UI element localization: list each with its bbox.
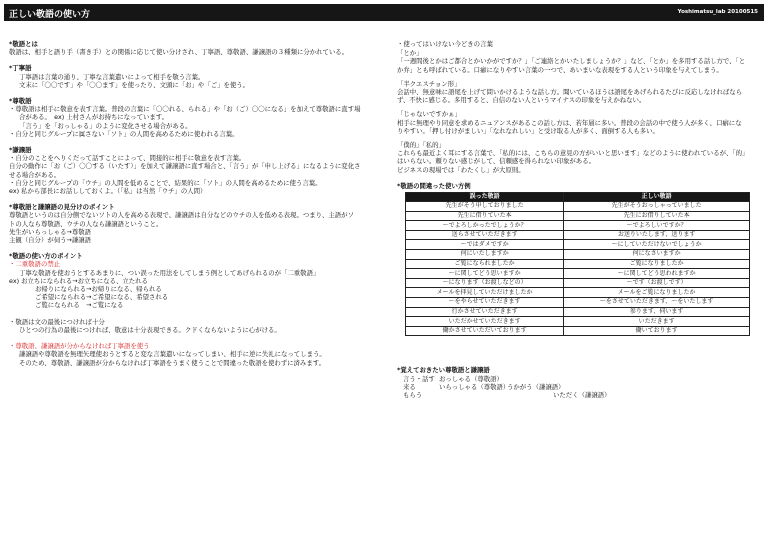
vocab-form: いらっしゃる（尊敬語） bbox=[439, 382, 510, 391]
section-heading: *敬語の間違った使い方例 bbox=[397, 181, 471, 190]
incorrect-keigo-cell: 先生がそう申しておりました bbox=[406, 202, 564, 212]
correct-keigo-cell: 〜にしていただけないでしょうか bbox=[564, 240, 750, 250]
table-row bbox=[406, 259, 750, 269]
page-title: 正しい敬語の使い方 bbox=[9, 10, 91, 20]
vocab-form: うかがう（謙譲語） bbox=[507, 382, 565, 391]
table-row bbox=[406, 202, 750, 212]
section-text: これらも最近よく耳にする言葉で、「私的には、こちらの意見の方がいいと思います」などのように使われているが、「的」 bbox=[397, 149, 749, 158]
correct-keigo-cell: いただきます bbox=[564, 317, 750, 327]
correct-keigo-cell: 〜に関してどう思われますか bbox=[564, 269, 750, 279]
incorrect-keigo-cell: 何にいたしますか bbox=[406, 250, 564, 260]
section-heading: *謙譲語 bbox=[9, 146, 32, 155]
section-sonkeigo bbox=[9, 97, 381, 138]
section-text: ex) お立ちになられる→お立ちになる、立たれる bbox=[9, 276, 148, 285]
table-row bbox=[406, 278, 750, 288]
table-body bbox=[406, 202, 750, 336]
section-heading: *尊敬語 bbox=[9, 97, 32, 106]
section-keigo-definition bbox=[9, 40, 381, 56]
subsection-half-question bbox=[397, 80, 759, 105]
correct-keigo-cell: メールをご覧になりましたか bbox=[564, 288, 750, 298]
correct-keigo-cell: 〜でよろしいですか？ bbox=[564, 221, 750, 231]
table-row bbox=[406, 211, 750, 221]
correct-keigo-cell: 何になさいますか bbox=[564, 250, 750, 260]
correct-keigo-cell: 働いております bbox=[564, 326, 750, 336]
correct-keigo-cell: ご覧になりましたか bbox=[564, 259, 750, 269]
section-heading: *尊敬語と謙譲語の見分けのポイント bbox=[9, 203, 115, 212]
incorrect-keigo-cell: 送らさせていただきます bbox=[406, 230, 564, 240]
vocab-row bbox=[397, 391, 759, 399]
table-row bbox=[406, 288, 750, 298]
vocab-form: おっしゃる（尊敬語） bbox=[439, 374, 503, 383]
section-distinguish-point bbox=[9, 203, 381, 244]
subsection-heading: ・二重敬語の禁止 bbox=[9, 260, 61, 269]
left-column bbox=[9, 40, 381, 375]
section-end-of-sentence bbox=[9, 318, 381, 334]
incorrect-keigo-cell: いただかせていただきます bbox=[406, 317, 564, 327]
incorrect-keigo-cell: 〜になります（お渡しなどの） bbox=[406, 278, 564, 288]
section-text: ・自分と同じグループに属さない「ソト」の人間を高めるために使われる言葉。 bbox=[9, 129, 239, 138]
correct-keigo-cell: お送りいたします、送ります bbox=[564, 230, 750, 240]
section-text: 会話中、無意味に語尾を上げて問いかけるような話し方。聞いているほうは語尾をあげられるたびに反応しなければなら bbox=[397, 88, 743, 97]
section-text: ・尊敬語は相手に敬意を表す言葉。普段の言葉に「〇〇れる、られる」や「お（ご）〇〇になる」を加えて尊敬語に直す場 bbox=[9, 105, 361, 114]
incorrect-keigo-cell: メールを拝見していただけましたか bbox=[406, 288, 564, 298]
section-text: ビジネスの現場では「わたくし」が大原則。 bbox=[397, 165, 525, 174]
table-row bbox=[406, 269, 750, 279]
table-header-cell: 誤った敬語 bbox=[406, 193, 564, 202]
subsection-heading: 「じゃないですかぁ」 bbox=[397, 110, 461, 119]
section-text: はいらない。頼りない感じがして、信頼感を得られない印象がある。 bbox=[397, 157, 595, 166]
right-column bbox=[397, 40, 759, 399]
title-bar bbox=[4, 4, 764, 21]
vocab-row bbox=[397, 383, 759, 391]
section-text: ご希望になられる→ご希望になる、希望される bbox=[35, 293, 169, 302]
section-text: りやすい。「押し付けがましい」「なれなれしい」と受け取る人が多く、面倒する人も多い。 bbox=[397, 126, 659, 135]
subsection-heading: 「僕的」「私的」 bbox=[397, 141, 445, 150]
section-teineigo bbox=[9, 64, 381, 89]
section-text: 謙譲語や尊敬語を無理矢理使おうとすると変な言葉遣いになってしまい、相手に逆に失礼になってしまう。 bbox=[19, 350, 326, 359]
incorrect-keigo-cell: 〜をやらせていただきます bbox=[406, 297, 564, 307]
section-text: 「一週間後とかはご都合とかいかがですか？」「ご連絡とかいたしましょうか？」など、「とか」を多用する話し方で、「と bbox=[397, 57, 746, 66]
section-text: 尊敬語というのは自分側でないソトの人を高める表現で、謙譲語は自分などのウチの人を低める表現。つまり、主語がソ bbox=[9, 211, 354, 220]
section-usage-point bbox=[9, 252, 381, 309]
section-text: せる場合がある。 bbox=[9, 170, 61, 179]
vocab-row bbox=[397, 375, 759, 383]
vocab-form: いただく（謙譲語） bbox=[553, 390, 611, 399]
subsection-heading: 「とか」 bbox=[397, 49, 423, 58]
table-row bbox=[406, 307, 750, 317]
vocab-list bbox=[397, 375, 759, 400]
section-text: ず、不快に感じる。多用すると、自信のない人というマイナスの印象を与えかねない。 bbox=[397, 96, 646, 105]
subsection-janai bbox=[397, 110, 759, 135]
section-text: 主観（自分）が伺う→謙譲語 bbox=[9, 236, 92, 245]
section-text: 相手に無理やり同意を求めるニュアンスがあるこの話し方は、若年層に多い。普段の会話の中で使う人が多く、口癖にな bbox=[397, 118, 742, 127]
table-header-cell: 正しい敬語 bbox=[564, 193, 750, 202]
table-header-row bbox=[406, 193, 750, 202]
section-text: 自分の動作に「お（ご）〇〇する（いたす）」を加えて謙譲語に直す場合と、「言う」が「申し上げる」になるように変化さ bbox=[9, 162, 361, 171]
table-row bbox=[406, 230, 750, 240]
section-text: 丁寧な敬語を使おうとするあまりに、つい誤った用法をしてしまう例としてあげられるのが「二重敬語」 bbox=[19, 268, 320, 277]
incorrect-keigo-cell: ご覧になられましたか bbox=[406, 259, 564, 269]
correct-keigo-cell: 参ります、伺います bbox=[564, 307, 750, 317]
section-text: ご覧になられる →ご覧になる bbox=[35, 301, 124, 310]
subsection-bokuteki bbox=[397, 141, 759, 174]
section-heading: *丁寧語 bbox=[9, 64, 32, 73]
incorrect-keigo-cell: 先生に借りていた本 bbox=[406, 211, 564, 221]
section-text: 合がある。 ex) 上村さんがお持ちになっています。 bbox=[19, 113, 169, 122]
section-text: 敬語は、相手と語り手（書き手）との関係に応じて使い分けされ、丁寧語、尊敬語、謙譲語の３種類に分かれている。 bbox=[9, 48, 349, 57]
section-text: ひとつの行為の最後につければ、敬意は十分表現できる。クドくならないように心がける。 bbox=[19, 325, 281, 334]
incorrect-keigo-cell: 〜に関してどう思いますか bbox=[406, 269, 564, 279]
subsection-heading: 「半クエスチョン形」 bbox=[397, 79, 461, 88]
correct-keigo-cell: 先生がそうおっしゃっていました bbox=[564, 202, 750, 212]
section-text: 「言う」を「おっしゃる」のように変化させる場合がある。 bbox=[19, 121, 192, 130]
section-text: トの人なら尊敬語、ウチの人なら謙譲語ということ。 bbox=[9, 219, 163, 228]
table-row bbox=[406, 297, 750, 307]
incorrect-keigo-cell: 働かさせていただいております bbox=[406, 326, 564, 336]
table-row bbox=[406, 326, 750, 336]
section-heading: *敬語とは bbox=[9, 40, 38, 48]
table-row bbox=[406, 317, 750, 327]
correct-keigo-cell: 先生にお借りしていた本 bbox=[564, 211, 750, 221]
section-heading: *敬語の使い方のポイント bbox=[9, 252, 83, 261]
section-text: 文末に「〇〇です」や「〇〇ます」を使ったり、文頭に「お」や「ご」を使う。 bbox=[19, 80, 250, 89]
section-text: ・自分のことをへりくだって話すことによって、間接的に相手に敬意を表す言葉。 bbox=[9, 154, 246, 163]
vocab-verb: もらう bbox=[403, 390, 423, 399]
author-label: Yoshimatsu_lab 20100515 bbox=[677, 9, 758, 15]
section-text: 先生がいらっしゃる→尊敬語 bbox=[9, 227, 92, 236]
section-heading: ・敬語は文の最後につければ十分 bbox=[9, 317, 105, 326]
vocab-verb: 言う・話す bbox=[403, 374, 435, 383]
section-heading: *覚えておきたい尊敬語と謙譲語 bbox=[397, 366, 490, 375]
section-text: ex) 私から部長にお話ししておくよ。（「私」は当然「ウチ」の人間） bbox=[9, 187, 207, 196]
incorrect-keigo-cell: 〜でよろしかったでしょうか？ bbox=[406, 221, 564, 231]
section-use-teineigo bbox=[9, 342, 381, 367]
correct-keigo-cell: 〜をさせていただきます、〜をいたします bbox=[564, 297, 750, 307]
section-text: 丁寧語は言葉の通り、丁寧な言葉遣いによって相手を敬う言葉。 bbox=[19, 72, 205, 81]
table-row bbox=[406, 240, 750, 250]
section-text: そのため、尊敬語、謙譲語が分からなければ丁寧語をうまく使うことで間違った敬語を使わずに済みます。 bbox=[19, 358, 325, 367]
subsection-toka bbox=[397, 49, 759, 74]
vocab-verb: 来る bbox=[403, 382, 416, 391]
section-heading: ・尊敬語、謙譲語が分からなければ丁寧語を使う bbox=[9, 342, 150, 351]
incorrect-keigo-cell: 〜ではダメですか bbox=[406, 240, 564, 250]
section-kenjougo bbox=[9, 146, 381, 195]
incorrect-keigo-cell: 行かさせていただきます bbox=[406, 307, 564, 317]
section-text: ・自分と同じグループの「ウチ」の人間を低めることで、結果的に「ソト」の人間を高めるために使う言葉。 bbox=[9, 178, 322, 187]
section-heading: ・使ってはいけない今どきの言葉 bbox=[397, 40, 493, 48]
table-row bbox=[406, 250, 750, 260]
section-text: お帰りになられる→お帰りになる、帰られる bbox=[35, 285, 162, 294]
keigo-examples-table bbox=[405, 192, 750, 336]
table-row bbox=[406, 221, 750, 231]
section-text: か弁」とも呼ばれている。口癖になりやすい言葉の一つで、あいまいな表現をする人という印象を与えてしまう。 bbox=[397, 65, 723, 74]
correct-keigo-cell: 〜です（お渡しです） bbox=[564, 278, 750, 288]
